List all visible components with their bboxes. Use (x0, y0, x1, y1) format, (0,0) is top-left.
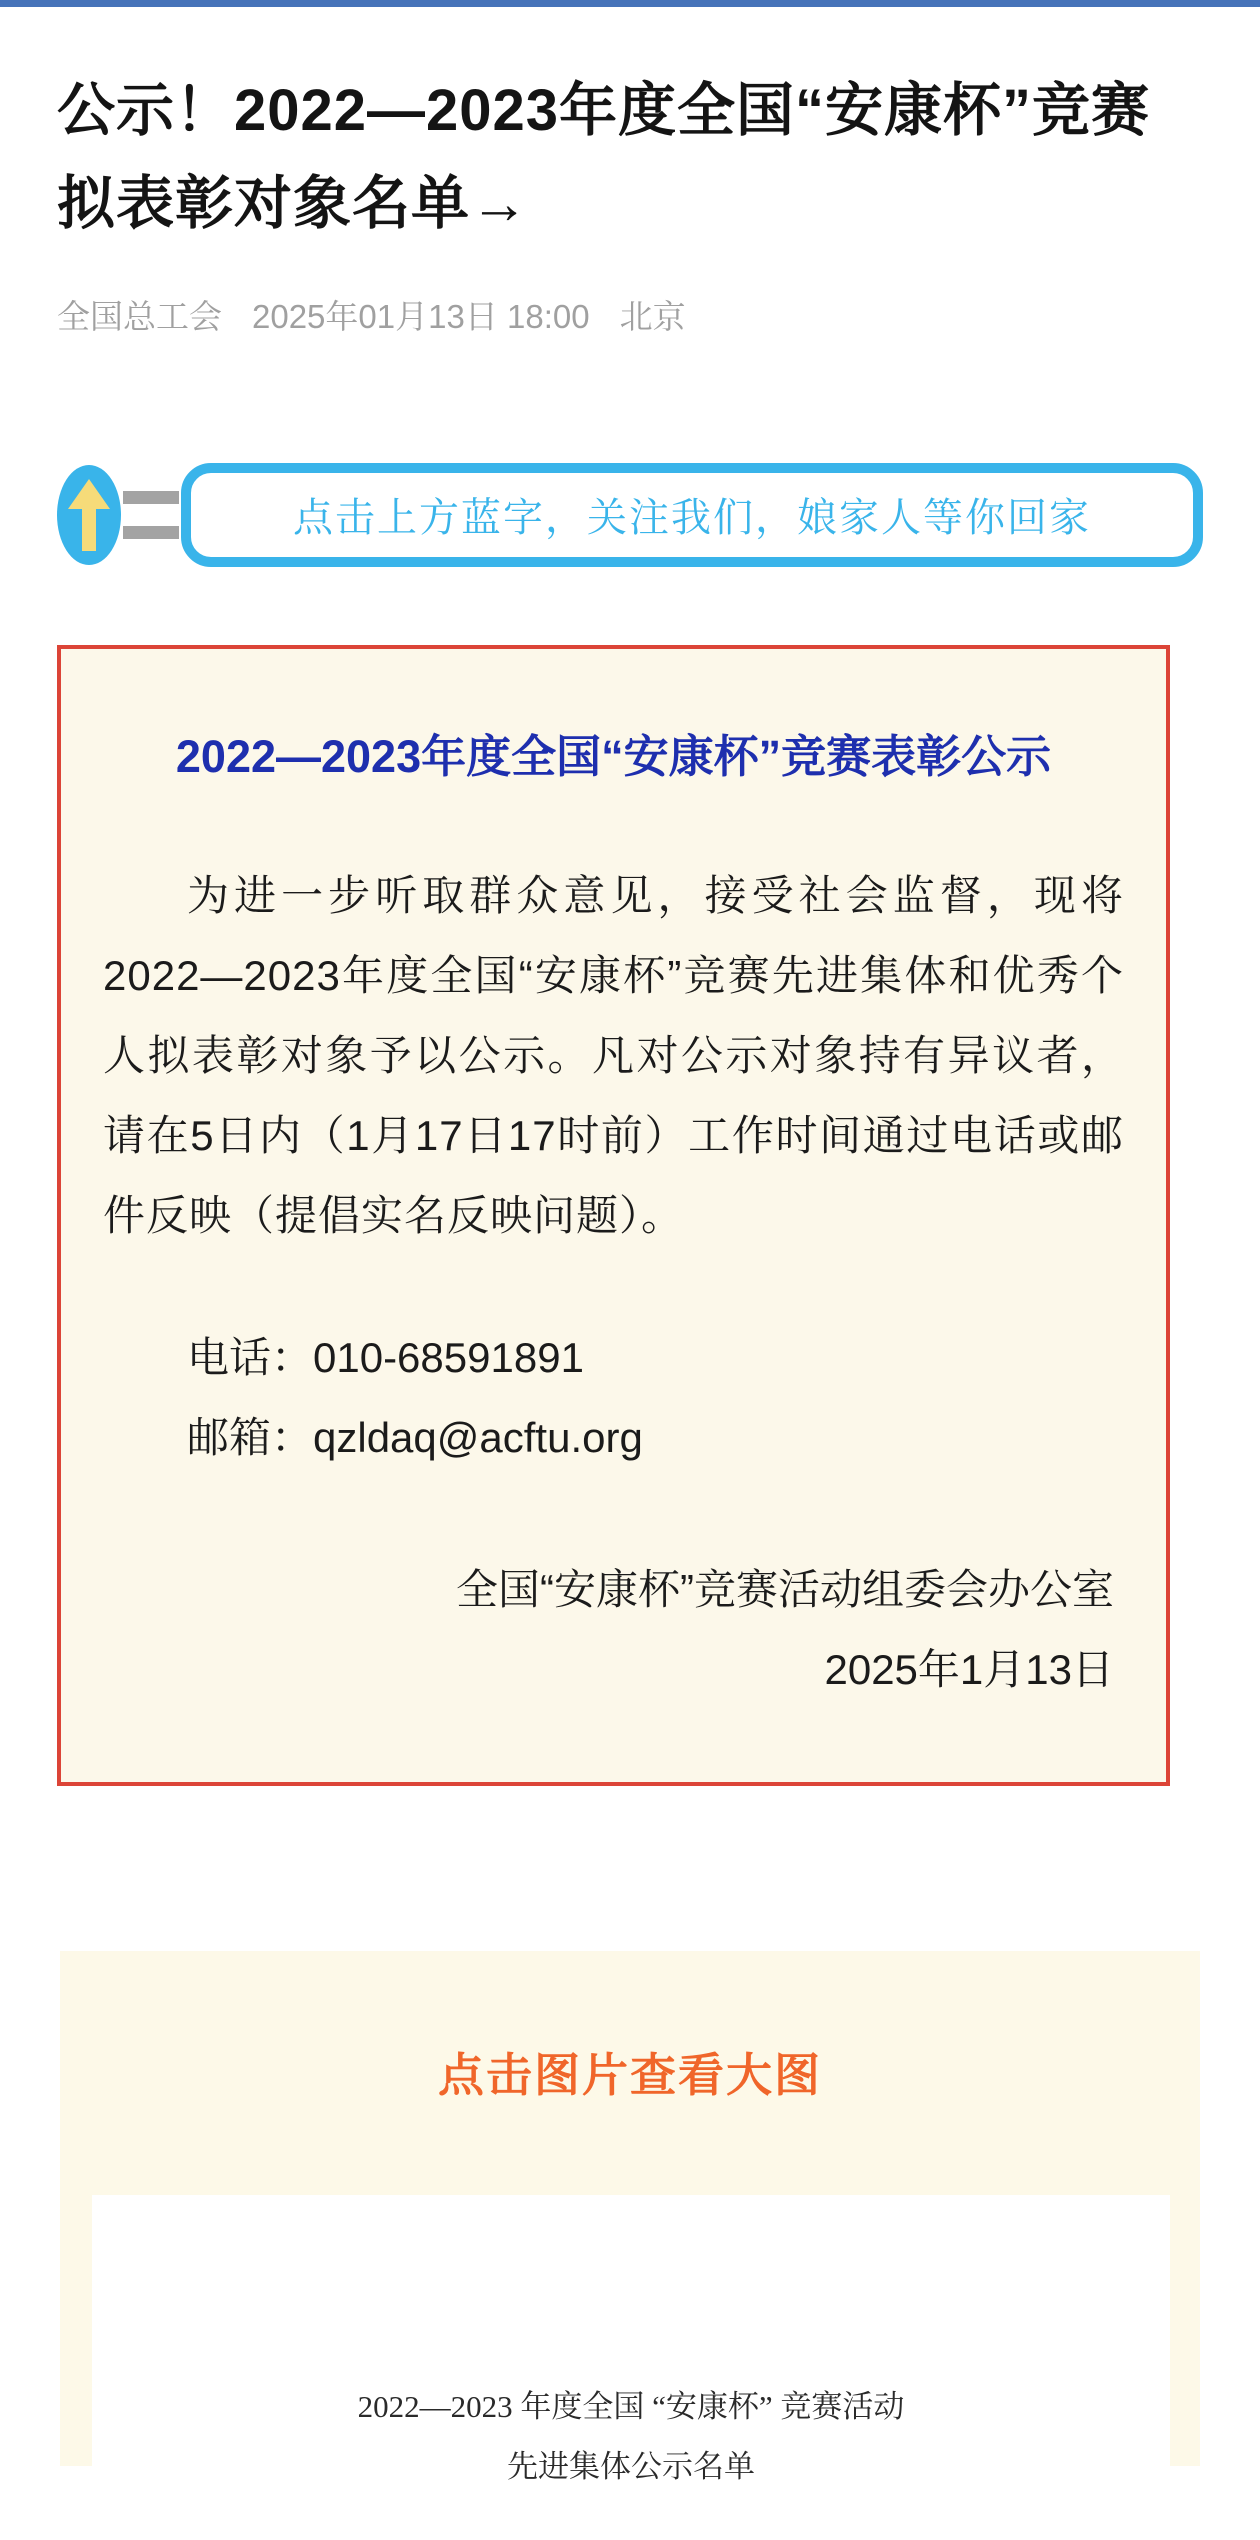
banner-connector (123, 491, 179, 539)
image-caption: 点击图片查看大图 (438, 2048, 822, 2101)
notice-signature (103, 1550, 1124, 1710)
up-arrow-icon (68, 479, 110, 551)
article-title: 公示！2022—2023年度全国“安康杯”竞赛拟表彰对象名单→ (57, 78, 1151, 236)
follow-banner[interactable] (57, 463, 1203, 567)
notice-email: 邮箱：qzldaq@acftu.org (187, 1413, 643, 1461)
document-title-line2: 先进集体公示名单 (507, 2449, 755, 2485)
signature-org: 全国“安康杯”竞赛活动组委会办公室 (456, 1565, 1114, 1613)
document-title-line1: 2022—2023 年度全国 “安康杯” 竞赛活动 (357, 2388, 905, 2424)
document-image-card[interactable] (92, 2195, 1170, 2495)
notice-paragraph: 为进一步听取群众意见，接受社会监督，现将2022—2023年度全国“安康杯”竞赛先进集体和优秀个人拟表彰对象予以公示。凡对公示对象持有异议者，请在5日内（1月17日17时前）工作时间通过电话或邮件反映（提倡实名反映问题）。 (103, 871, 1124, 1239)
image-section (60, 1951, 1200, 2485)
article-meta (57, 291, 1203, 338)
notice-contacts (103, 1318, 1124, 1478)
article-header (0, 7, 1260, 338)
document-title (92, 2377, 1170, 2498)
public-notice-box (57, 645, 1170, 1786)
connector-bar (123, 491, 179, 504)
top-accent-bar (0, 0, 1260, 7)
arrow-up-circle-icon (57, 465, 121, 565)
signature-date: 2025年1月13日 (824, 1645, 1114, 1693)
follow-banner-text[interactable]: 点击上方蓝字，关注我们，娘家人等你回家 (181, 463, 1203, 567)
notice-phone: 电话：010-68591891 (187, 1333, 584, 1381)
publish-location: 北京 (619, 297, 686, 335)
connector-bar (123, 526, 179, 539)
account-name-link[interactable]: 全国总工会 (57, 297, 222, 335)
notice-heading: 2022—2023年度全国“安康杯”竞赛表彰公示 (175, 730, 1052, 782)
publish-datetime: 2025年01月13日 18:00 (252, 297, 590, 335)
